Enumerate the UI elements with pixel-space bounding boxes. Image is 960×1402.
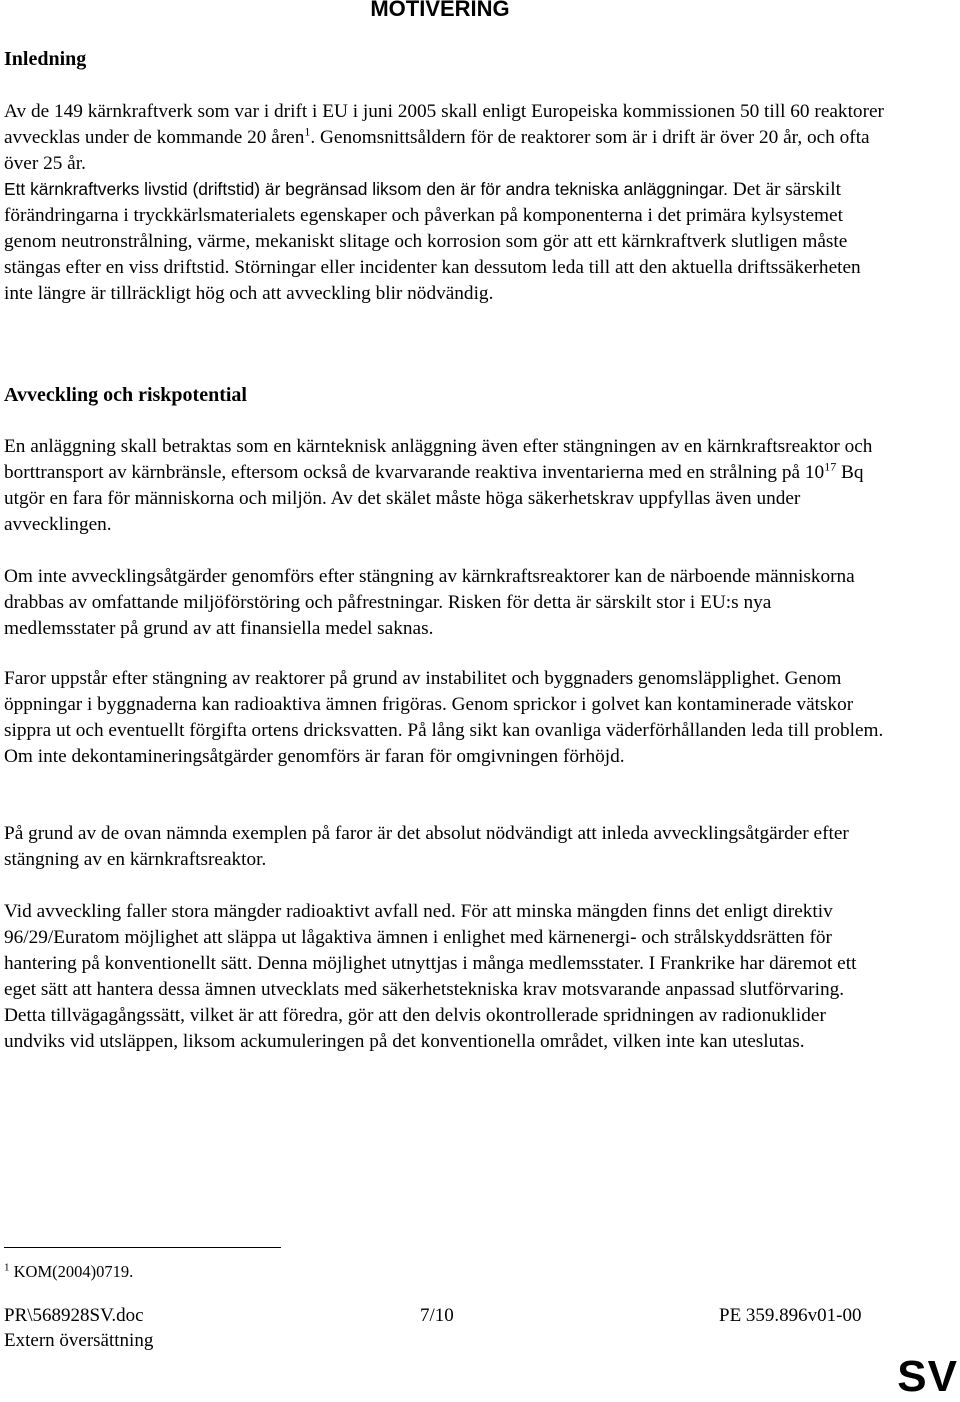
- heading-intro: Inledning: [4, 48, 87, 70]
- paragraph-text: Störningar eller incidenter kan dessutom leda till att den aktuella driftssäkerheten inte längre är tillräckligt hög och att avveckling blir nödvändig.: [4, 257, 861, 304]
- footer-doc-ref: PR\568928SV.doc: [4, 1305, 144, 1326]
- footnote-separator: [4, 1247, 281, 1248]
- language-code: SV: [897, 1352, 958, 1401]
- exponent: 17: [824, 459, 837, 474]
- footnote: [4, 1262, 133, 1282]
- paragraph-risk-3: Faror uppstår efter stängning av reaktorer på grund av instabilitet och byggnaders genomsläpplighet. Genom öppningar i byggnaderna kan radioaktiva ämnen frigöras. Genom sprickor i golvet kan kontaminerade vätskor sippra ut och eventuellt förgifta ortens dricksvatten. På lång sikt kan ovanliga väderförhållanden leda till problem. Om inte dekontamineringsåtgärder genomförs är faran för omgivningen förhöjd.: [4, 668, 884, 767]
- paragraph-text: Ett kärnkraftverks livstid (driftstid) är begränsad liksom den är för andra tekniska anläggningar.: [4, 179, 728, 199]
- footnote-text: KOM(2004)0719.: [9, 1262, 134, 1281]
- paragraph-risk-4: På grund av de ovan nämnda exemplen på faror är det absolut nödvändigt att inleda avvecklingsåtgärder efter stängning av en kärnkraftsreaktor.: [4, 823, 849, 870]
- footer-page-number: 7/10: [420, 1305, 454, 1326]
- footnote-number: 1: [4, 1261, 10, 1274]
- paragraph-text: . Genomsnittsåldern för de reaktorer som är i drift är över 20 år, och ofta över 25 år.: [4, 127, 870, 174]
- paragraph-text: Det är särskilt förändringarna i tryckkärlsmaterialets egenskaper och påverkan på komponenterna i det primära kylsystemet genom neutronstrålning, värme, mekaniskt slitage och korrosion som gör att ett kärnkraftverk slutligen måste stängas efter en viss driftstid.: [4, 179, 848, 278]
- footer-translation-note: Extern översättning: [4, 1330, 154, 1351]
- footer-pe-number: PE 359.896v01-00: [719, 1305, 862, 1326]
- paragraph-text: Bq utgör en fara för människorna och miljön. Av det skälet måste höga säkerhetskrav uppfyllas även under avvecklingen.: [4, 462, 864, 535]
- paragraph-risk-2: Om inte avvecklingsåtgärder genomförs efter stängning av kärnkraftsreaktorer kan de närboende människorna drabbas av omfattande miljöförstöring och påfrestningar. Risken för detta är särskilt stor i EU:s nya medlemsstater på grund av att finansiella medel saknas.: [4, 566, 855, 639]
- paragraph-text: Av de 149 kärnkraftverk som var i drift i EU i juni 2005 skall enligt Europeiska kommissionen 50 till 60 reaktorer avvecklas under de kommande 20 åren: [4, 101, 884, 148]
- heading-decommission: Avveckling och riskpotential: [4, 384, 247, 406]
- paragraph-risk-1: [4, 434, 884, 538]
- document-title: MOTIVERING: [370, 0, 510, 21]
- paragraph-intro-1: [4, 99, 884, 177]
- paragraph-intro-2: [4, 176, 874, 307]
- footnote-ref: 1: [304, 124, 311, 139]
- paragraph-risk-5: Vid avveckling faller stora mängder radioaktivt avfall ned. För att minska mängden finns det enligt direktiv 96/29/Euratom möjlighet att släppa ut lågaktiva ämnen i enlighet med kärnenergi- och strålskyddsrätten för hantering på konventionellt sätt. Denna möjlighet utnyttjas i många medlemsstater. I Frankrike har däremot ett eget sätt att hantera dessa ämnen utvecklats med säkerhetstekniska krav motsvarande anpassad slutförvaring. Detta tillvägagångssätt, vilket är att föredra, gör att den delvis okontrollerade spridningen av radionuklider undviks vid utsläppen, liksom ackumuleringen på det konventionella området, vilken inte kan uteslutas.: [4, 901, 857, 1052]
- paragraph-text: En anläggning skall betraktas som en kärnteknisk anläggning även efter stängningen av en kärnkraftsreaktor och borttransport av kärnbränsle, eftersom också de kvarvarande reaktiva inventarierna med en strålning på 10: [4, 436, 873, 483]
